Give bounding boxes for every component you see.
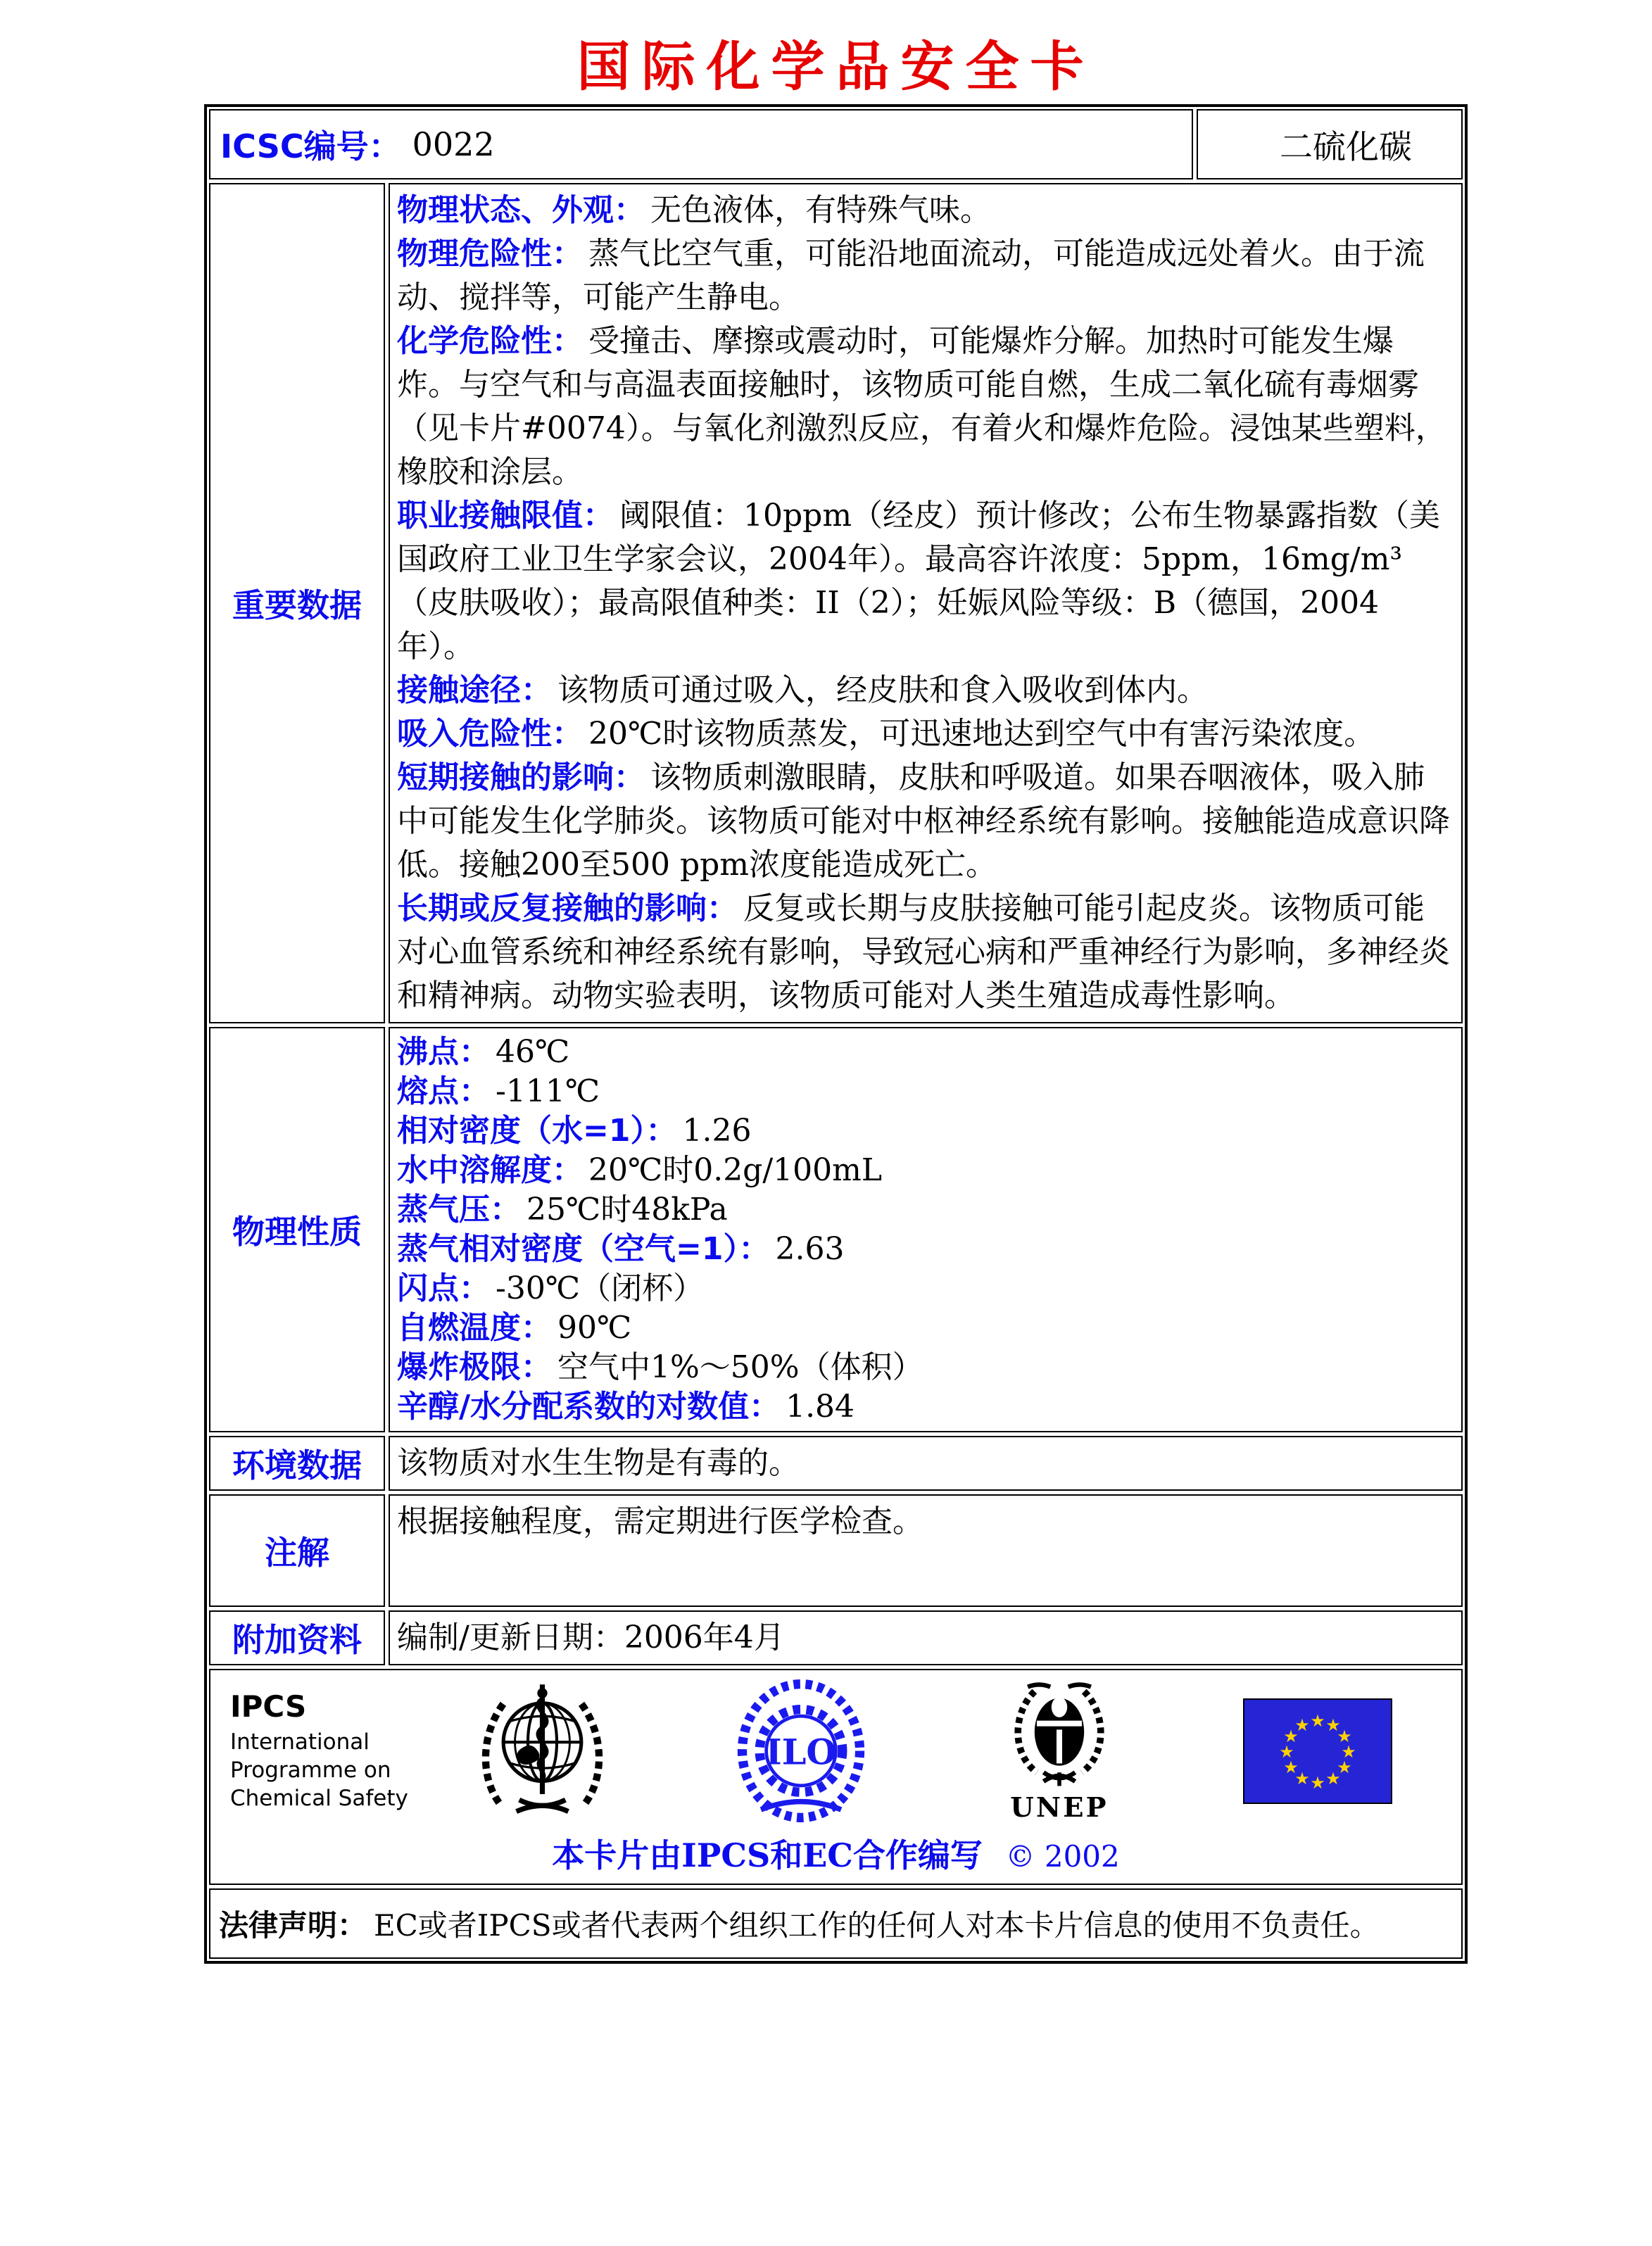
item-label: 沸点：: [397, 1034, 490, 1070]
item-text: 受撞击、摩擦或震动时，可能爆炸分解。加热时可能发生爆炸。与空气和与高温表面接触时，该物质可能自燃，生成二氧化硫有毒烟雾（见卡片#0074）。与氧化剂激烈反应，有着火和爆炸危险。浸蚀某些塑料，橡胶和涂层。: [397, 323, 1446, 490]
legal-label: 法律声明：: [219, 1908, 367, 1943]
important-data-item: [397, 712, 1454, 756]
unep-logo-slot: [931, 1680, 1189, 1822]
legal-row: [209, 1888, 1463, 1959]
item-label: 蒸气压：: [397, 1192, 521, 1228]
item-text: 25℃时48kPa: [527, 1192, 728, 1228]
item-label: 水中溶解度：: [397, 1152, 583, 1188]
item-text: -111℃: [496, 1073, 600, 1109]
item-text: 该物质可通过吸入，经皮肤和食入吸收到体内。: [557, 672, 1208, 708]
additional-info-text: 编制/更新日期：2006年4月: [397, 1620, 785, 1655]
page-title: 国际化学品安全卡: [576, 35, 1095, 98]
copyright-text: © 2002: [1005, 1839, 1120, 1874]
logos-row: [209, 1669, 1463, 1885]
cooperation-caption: 本卡片由IPCS和EC合作编写: [552, 1836, 983, 1874]
notes-content: [389, 1494, 1463, 1607]
eu-flag-slot: [1189, 1698, 1447, 1804]
item-text: 2.63: [775, 1231, 845, 1267]
svg-text:★: ★: [1310, 1772, 1326, 1793]
environmental-data-content: [389, 1436, 1463, 1491]
chemical-name: 二硫化碳: [1280, 127, 1412, 167]
physical-properties-row: [209, 1027, 1463, 1432]
physical-property-item: [397, 1308, 1454, 1348]
item-label: 闪点：: [397, 1270, 490, 1306]
notes-row-label: 注解: [209, 1494, 385, 1607]
svg-text:★: ★: [1294, 1768, 1311, 1788]
svg-text:★: ★: [1337, 1757, 1353, 1777]
item-text: 无色液体，有特殊气味。: [650, 192, 991, 228]
ilo-letters: ILO: [765, 1731, 837, 1773]
item-label: 蒸气相对密度（空气=1）：: [397, 1231, 770, 1267]
item-text: 该物质刺激眼睛，皮肤和呼吸道。如果吞咽液体，吸入肺中可能发生化学肺炎。该物质可能对中枢神经系统有影响。接触能造成意识降低。接触200至500 ppm浓度能造成死亡。: [397, 759, 1450, 883]
item-label: 辛醇/水分配系数的对数值：: [397, 1389, 781, 1425]
physical-property-item: [397, 1151, 1454, 1190]
item-text: -30℃（闭杯）: [496, 1270, 705, 1306]
item-label: 职业接触限值：: [397, 498, 614, 534]
item-label: 自燃温度：: [397, 1310, 552, 1346]
physical-property-item: [397, 1072, 1454, 1111]
item-label: 接触途径：: [397, 672, 552, 708]
physical-property-item: [397, 1230, 1454, 1269]
item-text: 1.26: [682, 1113, 752, 1149]
item-text: 1.84: [786, 1389, 855, 1425]
important-data-item: [397, 232, 1454, 320]
unep-label: UNEP: [1010, 1792, 1109, 1822]
svg-text:★: ★: [1325, 1715, 1342, 1735]
logos-strip: [225, 1679, 1447, 1823]
svg-text:★: ★: [1283, 1726, 1299, 1746]
item-text: 20℃时该物质蒸发，可迅速地达到空气中有害污染浓度。: [588, 716, 1375, 752]
physical-properties-content: [389, 1027, 1463, 1432]
svg-text:★: ★: [1325, 1768, 1342, 1788]
svg-text:★: ★: [1283, 1757, 1299, 1777]
svg-text:★: ★: [1341, 1741, 1357, 1762]
caption-line: [225, 1830, 1447, 1876]
physical-property-item: [397, 1387, 1454, 1427]
ipcs-text-block: [225, 1689, 413, 1812]
chemical-name-cell: [1197, 109, 1463, 179]
item-text: 反复或长期与皮肤接触可能引起皮炎。该物质可能对心血管系统和神经系统有影响，导致冠心病和严重神经行为影响，多神经炎和精神病。动物实验表明，该物质可能对人类生殖造成毒性影响。: [397, 890, 1450, 1014]
item-label: 化学危险性：: [397, 323, 583, 359]
important-data-row: [209, 183, 1463, 1023]
important-data-item: [397, 756, 1454, 887]
icsc-number-label: ICSC编号：: [220, 127, 401, 165]
environmental-data-row-label: 环境数据: [209, 1436, 385, 1491]
important-data-item: [397, 494, 1454, 669]
physical-property-item: [397, 1033, 1454, 1072]
svg-text:★: ★: [1279, 1741, 1295, 1762]
ipcs-line2: Programme on: [230, 1758, 391, 1783]
physical-property-item: [397, 1190, 1454, 1230]
who-logo-slot: [413, 1679, 671, 1823]
ilo-logo-slot: [671, 1679, 930, 1823]
item-text: 空气中1%～50%（体积）: [557, 1349, 923, 1385]
item-text: 20℃时0.2g/100mL: [588, 1152, 883, 1188]
ipcs-line3: Chemical Safety: [230, 1786, 408, 1811]
unep-emblem-icon: [1003, 1680, 1116, 1793]
ipcs-acronym: IPCS: [230, 1689, 307, 1724]
physical-property-item: [397, 1111, 1454, 1151]
svg-text:★: ★: [1310, 1710, 1326, 1731]
item-label: 物理危险性：: [397, 236, 583, 272]
item-label: 吸入危险性：: [397, 716, 583, 752]
header-row: [209, 109, 1463, 179]
unep-emblem-wrap: [1003, 1680, 1116, 1822]
ipcs-line1: International: [230, 1729, 370, 1755]
item-label: 相对密度（水=1）：: [397, 1113, 677, 1149]
item-label: 短期接触的影响：: [397, 759, 645, 795]
who-emblem-icon: [470, 1679, 614, 1823]
eu-flag-icon: [1243, 1698, 1392, 1804]
physical-property-item: [397, 1269, 1454, 1308]
icsc-number-value: 0022: [412, 125, 495, 163]
item-label: 爆炸极限：: [397, 1349, 552, 1385]
item-label: 熔点：: [397, 1073, 490, 1109]
additional-info-row-label: 附加资料: [209, 1610, 385, 1665]
unep-wordmark: [1003, 1793, 1116, 1822]
environmental-data-row: [209, 1436, 1463, 1491]
important-data-item: [397, 887, 1454, 1018]
item-label: 长期或反复接触的影响：: [397, 890, 738, 926]
legal-text: EC或者IPCS或者代表两个组织工作的任何人对本卡片信息的使用不负责任。: [374, 1908, 1380, 1943]
physical-properties-row-label: 物理性质: [209, 1027, 385, 1432]
logos-cell: [209, 1669, 1463, 1885]
physical-property-item: [397, 1348, 1454, 1387]
important-data-item: [397, 320, 1454, 494]
svg-text:★: ★: [1294, 1715, 1311, 1735]
important-data-item: [397, 669, 1454, 712]
additional-info-content: [389, 1610, 1463, 1665]
additional-info-row: [209, 1610, 1463, 1665]
item-text: 阈限值：10ppm（经皮）预计修改；公布生物暴露指数（美国政府工业卫生学家会议，2004年）。最高容许浓度：5ppm，16mg/m³（皮肤吸收）；最高限值种类：II（2）；妊娠风险等级：B（德国，2004年）。: [397, 498, 1441, 664]
item-text: 90℃: [557, 1310, 632, 1346]
svg-text:★: ★: [1337, 1726, 1353, 1746]
notes-text: 根据接触程度，需定期进行医学检查。: [397, 1503, 923, 1539]
legal-cell: [209, 1888, 1463, 1959]
item-text: 46℃: [496, 1034, 570, 1070]
ilo-emblem-icon: [734, 1679, 868, 1823]
item-text: 蒸气比空气重，可能沿地面流动，可能造成远处着火。由于流动、搅拌等，可能产生静电。: [397, 236, 1425, 315]
important-data-item: [397, 189, 1454, 232]
notes-row: [209, 1494, 1463, 1607]
icsc-card-table: [204, 104, 1468, 1964]
environmental-data-text: 该物质对水生生物是有毒的。: [397, 1445, 800, 1481]
icsc-number-cell: [209, 109, 1193, 179]
item-label: 物理状态、外观：: [397, 192, 645, 228]
important-data-row-label: 重要数据: [209, 183, 385, 1023]
important-data-content: [389, 183, 1463, 1023]
